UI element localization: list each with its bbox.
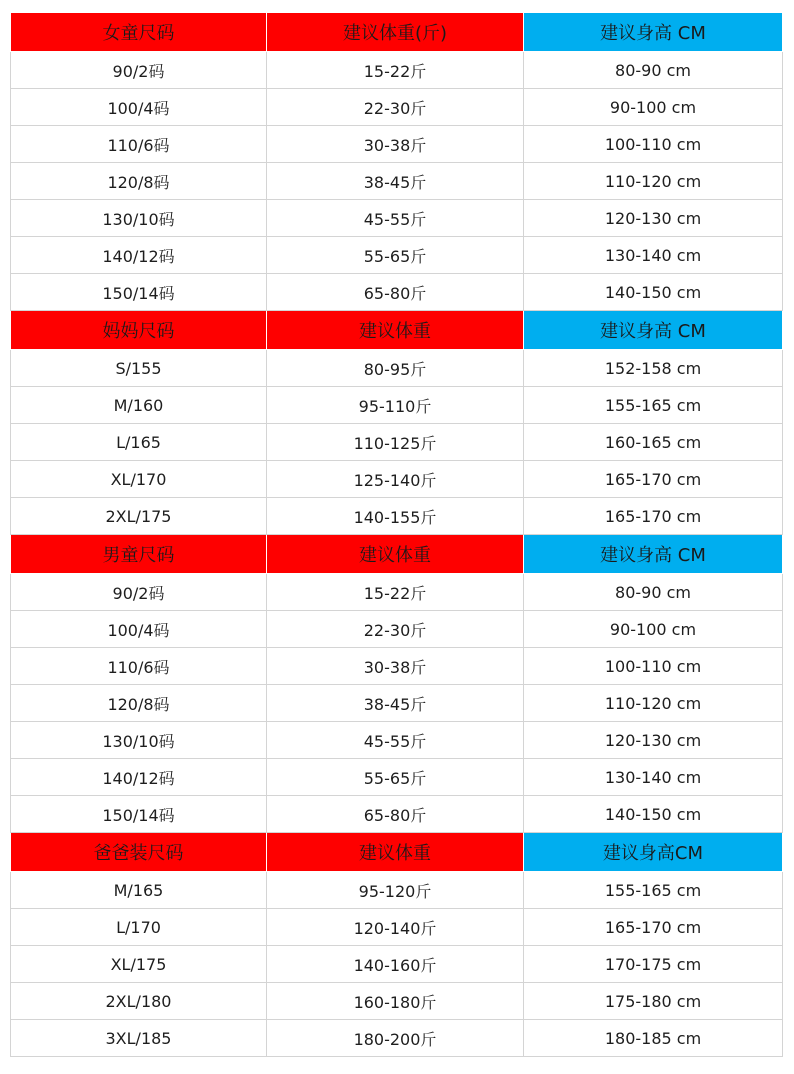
table-row bbox=[11, 574, 783, 611]
table-row bbox=[11, 200, 783, 237]
weight-header: 建议体重 bbox=[267, 311, 524, 350]
table-row bbox=[11, 648, 783, 685]
size-cell: 100/4码 bbox=[11, 89, 267, 126]
weight-cell: 95-110斤 bbox=[267, 387, 524, 424]
height-cell: 155-165 cm bbox=[524, 872, 783, 909]
size-header: 爸爸装尺码 bbox=[11, 833, 267, 872]
size-header: 妈妈尺码 bbox=[11, 311, 267, 350]
weight-cell: 110-125斤 bbox=[267, 424, 524, 461]
weight-cell: 15-22斤 bbox=[267, 52, 524, 89]
size-cell: 150/14码 bbox=[11, 274, 267, 311]
table-row bbox=[11, 796, 783, 833]
weight-header: 建议体重(斤) bbox=[267, 13, 524, 52]
table-row bbox=[11, 387, 783, 424]
weight-cell: 65-80斤 bbox=[267, 796, 524, 833]
table-row bbox=[11, 611, 783, 648]
table-row bbox=[11, 163, 783, 200]
height-cell: 165-170 cm bbox=[524, 909, 783, 946]
table-row bbox=[11, 759, 783, 796]
size-cell: 2XL/175 bbox=[11, 498, 267, 535]
height-cell: 175-180 cm bbox=[524, 983, 783, 1020]
table-row bbox=[11, 52, 783, 89]
height-cell: 110-120 cm bbox=[524, 163, 783, 200]
weight-cell: 140-160斤 bbox=[267, 946, 524, 983]
height-cell: 180-185 cm bbox=[524, 1020, 783, 1057]
girls-header-row bbox=[11, 13, 783, 52]
height-cell: 80-90 cm bbox=[524, 574, 783, 611]
table-row bbox=[11, 350, 783, 387]
size-cell: 120/8码 bbox=[11, 163, 267, 200]
table-row bbox=[11, 498, 783, 535]
size-cell: 3XL/185 bbox=[11, 1020, 267, 1057]
weight-header: 建议体重 bbox=[267, 535, 524, 574]
weight-cell: 45-55斤 bbox=[267, 722, 524, 759]
weight-cell: 120-140斤 bbox=[267, 909, 524, 946]
size-cell: M/160 bbox=[11, 387, 267, 424]
weight-cell: 22-30斤 bbox=[267, 89, 524, 126]
height-cell: 170-175 cm bbox=[524, 946, 783, 983]
weight-cell: 45-55斤 bbox=[267, 200, 524, 237]
table-row bbox=[11, 1020, 783, 1057]
table-row bbox=[11, 909, 783, 946]
height-cell: 120-130 cm bbox=[524, 200, 783, 237]
weight-cell: 140-155斤 bbox=[267, 498, 524, 535]
size-cell: 90/2码 bbox=[11, 574, 267, 611]
size-cell: XL/175 bbox=[11, 946, 267, 983]
weight-header: 建议体重 bbox=[267, 833, 524, 872]
boys-header-row bbox=[11, 535, 783, 574]
height-cell: 120-130 cm bbox=[524, 722, 783, 759]
size-header: 女童尺码 bbox=[11, 13, 267, 52]
height-cell: 155-165 cm bbox=[524, 387, 783, 424]
table-row bbox=[11, 983, 783, 1020]
height-cell: 80-90 cm bbox=[524, 52, 783, 89]
size-cell: 140/12码 bbox=[11, 237, 267, 274]
size-header: 男童尺码 bbox=[11, 535, 267, 574]
table-row bbox=[11, 89, 783, 126]
height-cell: 165-170 cm bbox=[524, 498, 783, 535]
weight-cell: 55-65斤 bbox=[267, 237, 524, 274]
size-cell: L/165 bbox=[11, 424, 267, 461]
size-cell: S/155 bbox=[11, 350, 267, 387]
table-row bbox=[11, 274, 783, 311]
size-cell: 110/6码 bbox=[11, 648, 267, 685]
table-row bbox=[11, 424, 783, 461]
table-row bbox=[11, 126, 783, 163]
height-header: 建议身高 CM bbox=[524, 535, 783, 574]
table-row bbox=[11, 237, 783, 274]
height-header: 建议身高 CM bbox=[524, 13, 783, 52]
height-cell: 100-110 cm bbox=[524, 126, 783, 163]
fathers-header-row bbox=[11, 833, 783, 872]
height-cell: 110-120 cm bbox=[524, 685, 783, 722]
height-cell: 90-100 cm bbox=[524, 89, 783, 126]
height-cell: 140-150 cm bbox=[524, 274, 783, 311]
size-cell: M/165 bbox=[11, 872, 267, 909]
weight-cell: 38-45斤 bbox=[267, 685, 524, 722]
size-cell: 110/6码 bbox=[11, 126, 267, 163]
size-cell: 100/4码 bbox=[11, 611, 267, 648]
table-row bbox=[11, 722, 783, 759]
weight-cell: 22-30斤 bbox=[267, 611, 524, 648]
size-chart-body bbox=[11, 13, 783, 1057]
weight-cell: 65-80斤 bbox=[267, 274, 524, 311]
table-row bbox=[11, 461, 783, 498]
height-cell: 152-158 cm bbox=[524, 350, 783, 387]
height-cell: 160-165 cm bbox=[524, 424, 783, 461]
height-cell: 130-140 cm bbox=[524, 237, 783, 274]
weight-cell: 55-65斤 bbox=[267, 759, 524, 796]
size-cell: 130/10码 bbox=[11, 200, 267, 237]
table-row bbox=[11, 872, 783, 909]
size-cell: L/170 bbox=[11, 909, 267, 946]
table-row bbox=[11, 685, 783, 722]
weight-cell: 95-120斤 bbox=[267, 872, 524, 909]
size-cell: 120/8码 bbox=[11, 685, 267, 722]
weight-cell: 38-45斤 bbox=[267, 163, 524, 200]
weight-cell: 30-38斤 bbox=[267, 126, 524, 163]
weight-cell: 80-95斤 bbox=[267, 350, 524, 387]
weight-cell: 125-140斤 bbox=[267, 461, 524, 498]
size-cell: XL/170 bbox=[11, 461, 267, 498]
height-cell: 165-170 cm bbox=[524, 461, 783, 498]
height-cell: 130-140 cm bbox=[524, 759, 783, 796]
size-cell: 140/12码 bbox=[11, 759, 267, 796]
size-chart-table bbox=[10, 12, 783, 1057]
height-header: 建议身高 CM bbox=[524, 311, 783, 350]
height-header: 建议身高CM bbox=[524, 833, 783, 872]
height-cell: 140-150 cm bbox=[524, 796, 783, 833]
size-cell: 130/10码 bbox=[11, 722, 267, 759]
weight-cell: 30-38斤 bbox=[267, 648, 524, 685]
height-cell: 90-100 cm bbox=[524, 611, 783, 648]
mothers-header-row bbox=[11, 311, 783, 350]
weight-cell: 15-22斤 bbox=[267, 574, 524, 611]
size-cell: 90/2码 bbox=[11, 52, 267, 89]
size-cell: 2XL/180 bbox=[11, 983, 267, 1020]
size-cell: 150/14码 bbox=[11, 796, 267, 833]
weight-cell: 180-200斤 bbox=[267, 1020, 524, 1057]
table-row bbox=[11, 946, 783, 983]
weight-cell: 160-180斤 bbox=[267, 983, 524, 1020]
height-cell: 100-110 cm bbox=[524, 648, 783, 685]
